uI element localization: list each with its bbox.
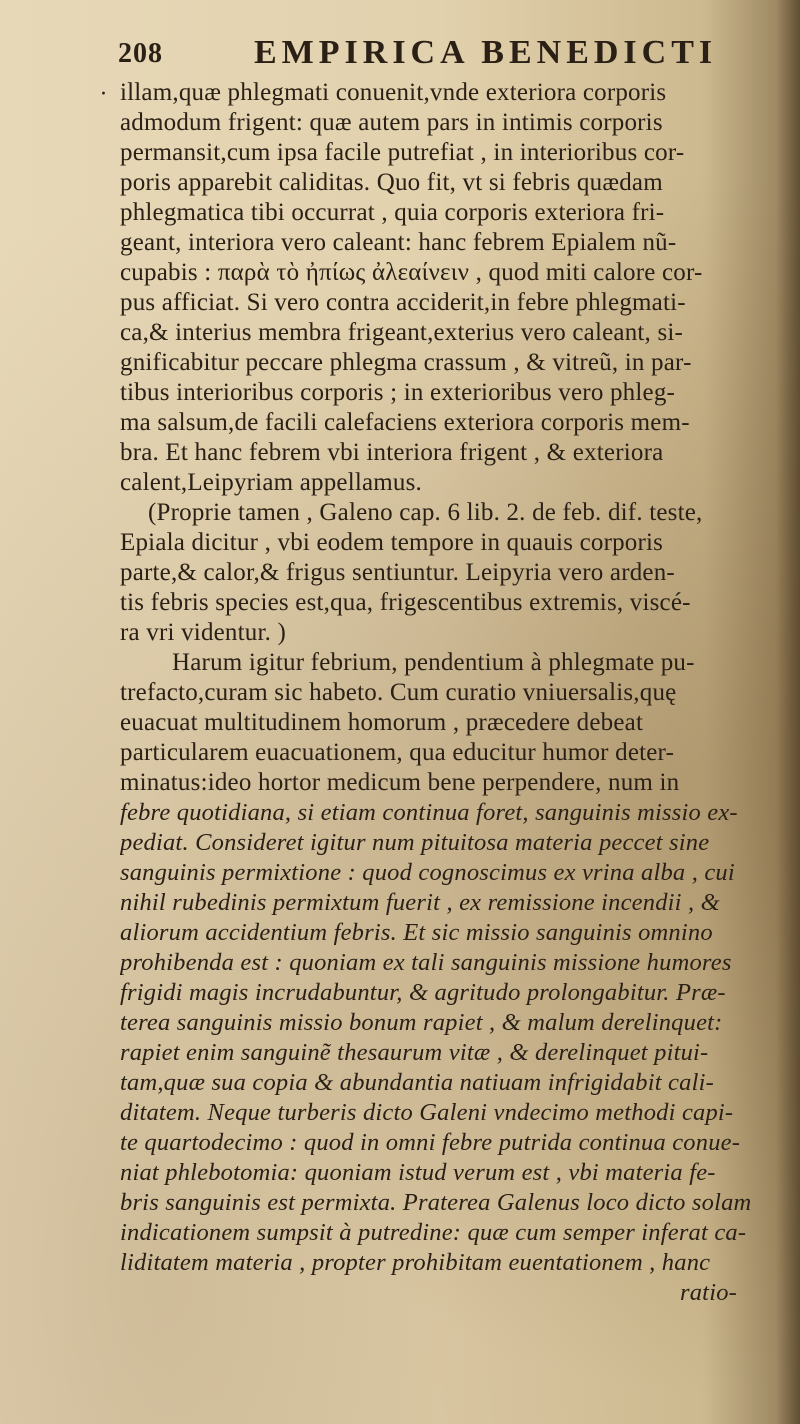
text-line: geant, interiora vero caleant: hanc febrem Epialem nũ- [120,229,677,256]
text-line: indicationem sumpsit à putredine: quæ cum semper inferat ca- [120,1219,747,1246]
text-line: particularem euacuationem, qua educitur humor deter- [120,739,675,766]
text-line: sanguinis permixtione : quod cognoscimus ex vrina alba , cui [120,859,735,886]
text-line: tis febris species est,qua, frigescentibus extremis, viscé- [120,589,691,616]
margin-mark: · [100,82,107,107]
text-line: frigidi magis incrudabuntur, & agritudo prolongabitur. Præ- [120,979,726,1006]
text-line: (Proprie tamen , Galeno cap. 6 lib. 2. de feb. dif. teste, [148,499,703,526]
text-line: aliorum accidentium febris. Et sic missio sanguinis omnino [120,919,713,946]
text-line: gnificabitur peccare phlegma crassum , & vitreũ, in par- [120,349,692,376]
text-line: nihil rubedinis permixtum fuerit , ex remissione incendii , & [120,889,720,916]
text-line: pediat. Consideret igitur num pituitosa materia peccet sine [120,829,710,856]
text-line: rapiet enim sanguinẽ thesaurum vitæ , & derelinquet pitui- [120,1039,709,1066]
text-line: Epiala dicitur , vbi eodem tempore in quauis corporis [120,529,664,556]
text-line: illam,quæ phlegmati conuenit,vnde exteriora corporis [120,79,667,106]
text-line: poris apparebit caliditas. Quo fit, vt si febris quædam [120,169,663,196]
page-gutter-shadow [776,0,800,1424]
text-line: trefacto,curam sic habeto. Cum curatio vniuersalis,quę [120,679,677,706]
text-line: permansit,cum ipsa facile putrefiat , in interioribus cor- [120,139,685,166]
text-line: parte,& calor,& frigus sentiuntur. Leipyria vero arden- [120,559,675,586]
text-line: phlegmatica tibi occurrat , quia corporis exteriora fri- [120,199,665,226]
text-line: euacuat multitudinem homorum , præcedere debeat [120,709,644,736]
text-line: bris sanguinis est permixta. Praterea Galenus loco dicto solam [120,1189,752,1216]
text-line: bra. Et hanc febrem vbi interiora frigent , & exteriora [120,439,664,466]
text-line: niat phlebotomia: quoniam istud verum est , vbi materia fe- [120,1159,716,1186]
text-line: ca,& interius membra frigeant,exterius vero caleant, si- [120,319,684,346]
running-title: EMPIRICA BENEDICTI [254,34,718,71]
text-line: liditatem materia , propter prohibitam euentationem , hanc [120,1249,711,1276]
text-line: ratio- [680,1279,738,1306]
text-line: calent,Leipyriam appellamus. [120,469,423,496]
page-header [118,34,738,74]
text-line: ma salsum,de facili calefaciens exteriora corporis mem- [120,409,690,436]
text-line: tibus interioribus corporis ; in exterioribus vero phleg- [120,379,676,406]
text-line: febre quotidiana, si etiam continua foret, sanguinis missio ex- [120,799,738,826]
text-line: ditatem. Neque turberis dicto Galeni vndecimo methodi capi- [120,1099,734,1126]
page-number: 208 [118,38,163,69]
text-line: admodum frigent: quæ autem pars in intimis corporis [120,109,663,136]
text-line: te quartodecimo : quod in omni febre putrida continua conue- [120,1129,741,1156]
text-line: pus afficiat. Si vero contra acciderit,in febre phlegmati- [120,289,686,316]
text-line: Harum igitur febrium, pendentium à phlegmate pu- [172,649,695,676]
text-line: prohibenda est : quoniam ex tali sanguinis missione humores [120,949,732,976]
text-line: tam,quæ sua copia & abundantia natiuam infrigidabit cali- [120,1069,714,1096]
text-line: ra vri videntur. ) [120,619,287,646]
text-line: minatus:ideo hortor medicum bene perpendere, num in [120,769,680,796]
text-line: cupabis : παρὰ τὸ ἠπίως ἀλεαίνειν , quod miti calore cor- [120,259,703,286]
text-line: terea sanguinis missio bonum rapiet , & malum derelinquet: [120,1009,723,1036]
body-text [120,78,776,1308]
